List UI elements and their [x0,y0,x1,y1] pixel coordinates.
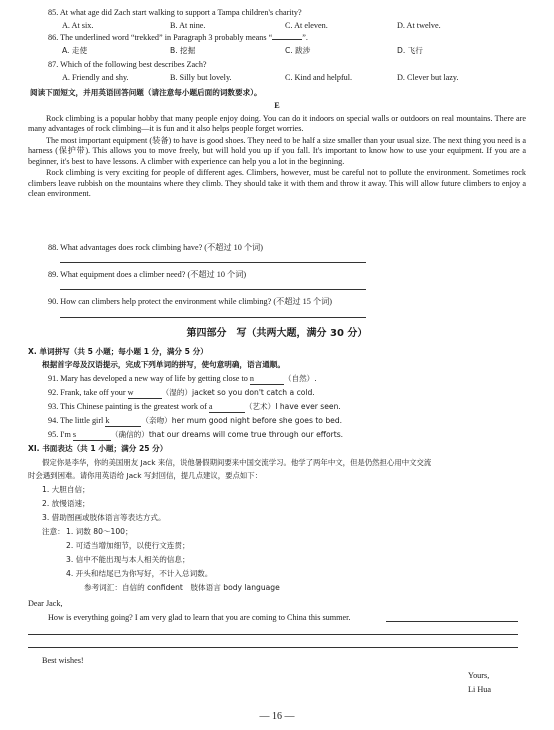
q90-answer-line[interactable] [60,317,366,318]
writing-prompt-line-2: 时会遇到困难。请你用英语给 Jack 写封回信，提几点建议，要点如下： [28,471,263,480]
spelling-item-92 [48,388,315,399]
q86-option-c[interactable]: C. 跋涉 [285,46,311,55]
writing-note-2: 2. 可适当增加细节，以使行文连贯； [66,541,190,550]
item-91-blank[interactable] [250,374,284,385]
letter-signoff: Yours, [468,671,490,680]
item-95-pre: 95. I'm [48,430,73,439]
q87-option-a[interactable]: A. Friendly and shy. [62,73,129,82]
reading-passage [28,114,526,201]
letter-greeting: Dear Jack, [28,599,63,608]
section-xi-heading: XI. 书面表达（共 1 小题；满分 25 分） [28,444,168,453]
q87-option-b[interactable]: B. Silly but lovely. [170,73,232,82]
writing-point-3: 3. 借助图画或肢体语言等表达方式。 [42,513,166,522]
letter-writing-line-1[interactable] [28,634,518,635]
item-91-pre: 91. Mary has developed a new way of life by getting close to [48,374,250,383]
item-95-post: （确信的）that our dreams will come true through our efforts. [110,430,344,439]
writing-notes-label: 注意： [42,527,65,536]
q85-option-a[interactable]: A. At six. [62,21,94,30]
passage-letter: E [274,101,280,110]
item-93-blank[interactable] [209,402,245,413]
writing-note-3: 3. 信中不能出现与本人相关的信息； [66,555,190,564]
q89-answer-line[interactable] [60,289,366,290]
question-88: 88. What advantages does rock climbing have? (不超过 10 个词) [48,243,263,252]
q86-option-a[interactable]: A. 走使 [62,46,88,55]
item-95-letter: s [72,430,77,439]
passage-paragraph-1: Rock climbing is a popular hobby that many people enjoy doing. You can do it indoors on special walls or outdoors on real mountains. There are many advantages of rock climbing—it is fun and it also helps people forget worries. [28,114,526,134]
q87-option-c[interactable]: C. Kind and helpful. [285,73,353,82]
letter-writing-line-2[interactable] [28,647,518,648]
section-x-instruction: 根据首字母及汉语提示，完成下列单词的拼写，使句意明确，语言通顺。 [42,360,285,369]
item-93-letter: a [208,402,213,411]
item-91-post: （自然）. [283,374,317,383]
q86-option-d[interactable]: D. 飞行 [397,46,423,55]
q86-blank[interactable] [272,39,302,40]
item-91-letter: n [249,374,254,383]
item-92-post: （湿的）jacket so you don't catch a cold. [161,388,315,397]
letter-closing: Best wishes! [42,656,84,665]
spelling-item-91 [48,374,317,385]
question-86-stem [48,33,308,43]
letter-signature: Li Hua [468,685,491,694]
letter-opening: How is everything going? I am very glad to learn that you are coming to China this summer. [48,613,351,622]
spelling-item-94 [48,416,342,427]
question-87-stem: 87. Which of the following best describes Zach? [48,60,207,69]
item-92-letter: w [127,388,134,397]
spelling-item-95 [48,430,343,441]
question-89: 89. What equipment does a climber need? (不超过 10 个词) [48,270,247,279]
writing-vocab: 参考词汇：自信的 confident 肢体语言 body language [84,583,280,592]
item-94-blank[interactable] [105,416,141,427]
q87-option-d[interactable]: D. Clever but lazy. [397,73,459,82]
writing-point-2: 2. 放慢语速； [42,499,90,508]
q86-option-b[interactable]: B. 挖掘 [170,46,196,55]
q85-option-b[interactable]: B. At nine. [170,21,206,30]
page-number: — 16 — [259,711,295,722]
part4-title: 第四部分 写（共两大题，满分 30 分） [186,328,368,339]
writing-note-1: 1. 词数 80～100； [66,527,133,536]
letter-writing-line-0[interactable] [386,621,518,622]
item-94-post: （亲吻）her mum good night before she goes to bed. [141,416,343,425]
item-94-pre: 94. The little girl [48,416,106,425]
q85-option-d[interactable]: D. At twelve. [397,21,441,30]
reading-instruction: 阅读下面短文，并用英语回答问题（请注意每小题后面的词数要求）。 [30,88,262,97]
passage-paragraph-2: The most important equipment (装备) to have is good shoes. They need to be half a size smaller than your usual size. The next thing you need is a harness (保护带). This allows you to move freely, but will hold you up if you fall. It's important to know how to use your equipment. If you are a beginner, it's best to have lessons. A climber with experience can help you a lot in the beginning. [28,136,526,166]
item-93-pre: 93. This Chinese painting is the greatest work of [48,402,209,411]
passage-paragraph-3: Rock climbing is very exciting for people of different ages. Climbers, however, must be careful not to pollute the environment. Sometimes rock climbers leave rubbish on the mountains where they climb. They should take it with them and throw it away. This will allow future climbers to enjoy a clean environment. [28,168,526,198]
item-92-blank[interactable] [128,388,162,399]
spelling-item-93 [48,402,341,413]
item-93-post: （艺术）I have ever seen. [244,402,341,411]
q86-stem-pre: 86. The underlined word “trekked” in Paragraph 3 probably means “ [48,33,273,42]
writing-note-4: 4. 开头和结尾已为你写好，不计入总词数。 [66,569,213,578]
item-94-letter: k [105,416,110,425]
q85-option-c[interactable]: C. At eleven. [285,21,328,30]
section-x-heading: X. 单词拼写（共 5 小题；每小题 1 分，满分 5 分） [28,347,208,356]
question-90: 90. How can climbers help protect the environment while climbing? (不超过 15 个词) [48,297,332,306]
item-95-blank[interactable] [73,430,111,441]
question-85-stem: 85. At what age did Zach start walking to support a Tampa children's charity? [48,8,302,17]
q88-answer-line[interactable] [60,262,366,263]
item-92-pre: 92. Frank, take off your [48,388,128,397]
writing-prompt-line-1: 假定你是李华，你的美国朋友 Jack 来信，说他暑假期间要来中国交流学习。他学了两年中文，但是仍然担心用中文交流 [42,458,432,467]
q86-stem-post: ”. [302,33,308,42]
writing-point-1: 1. 大胆自信； [42,485,90,494]
